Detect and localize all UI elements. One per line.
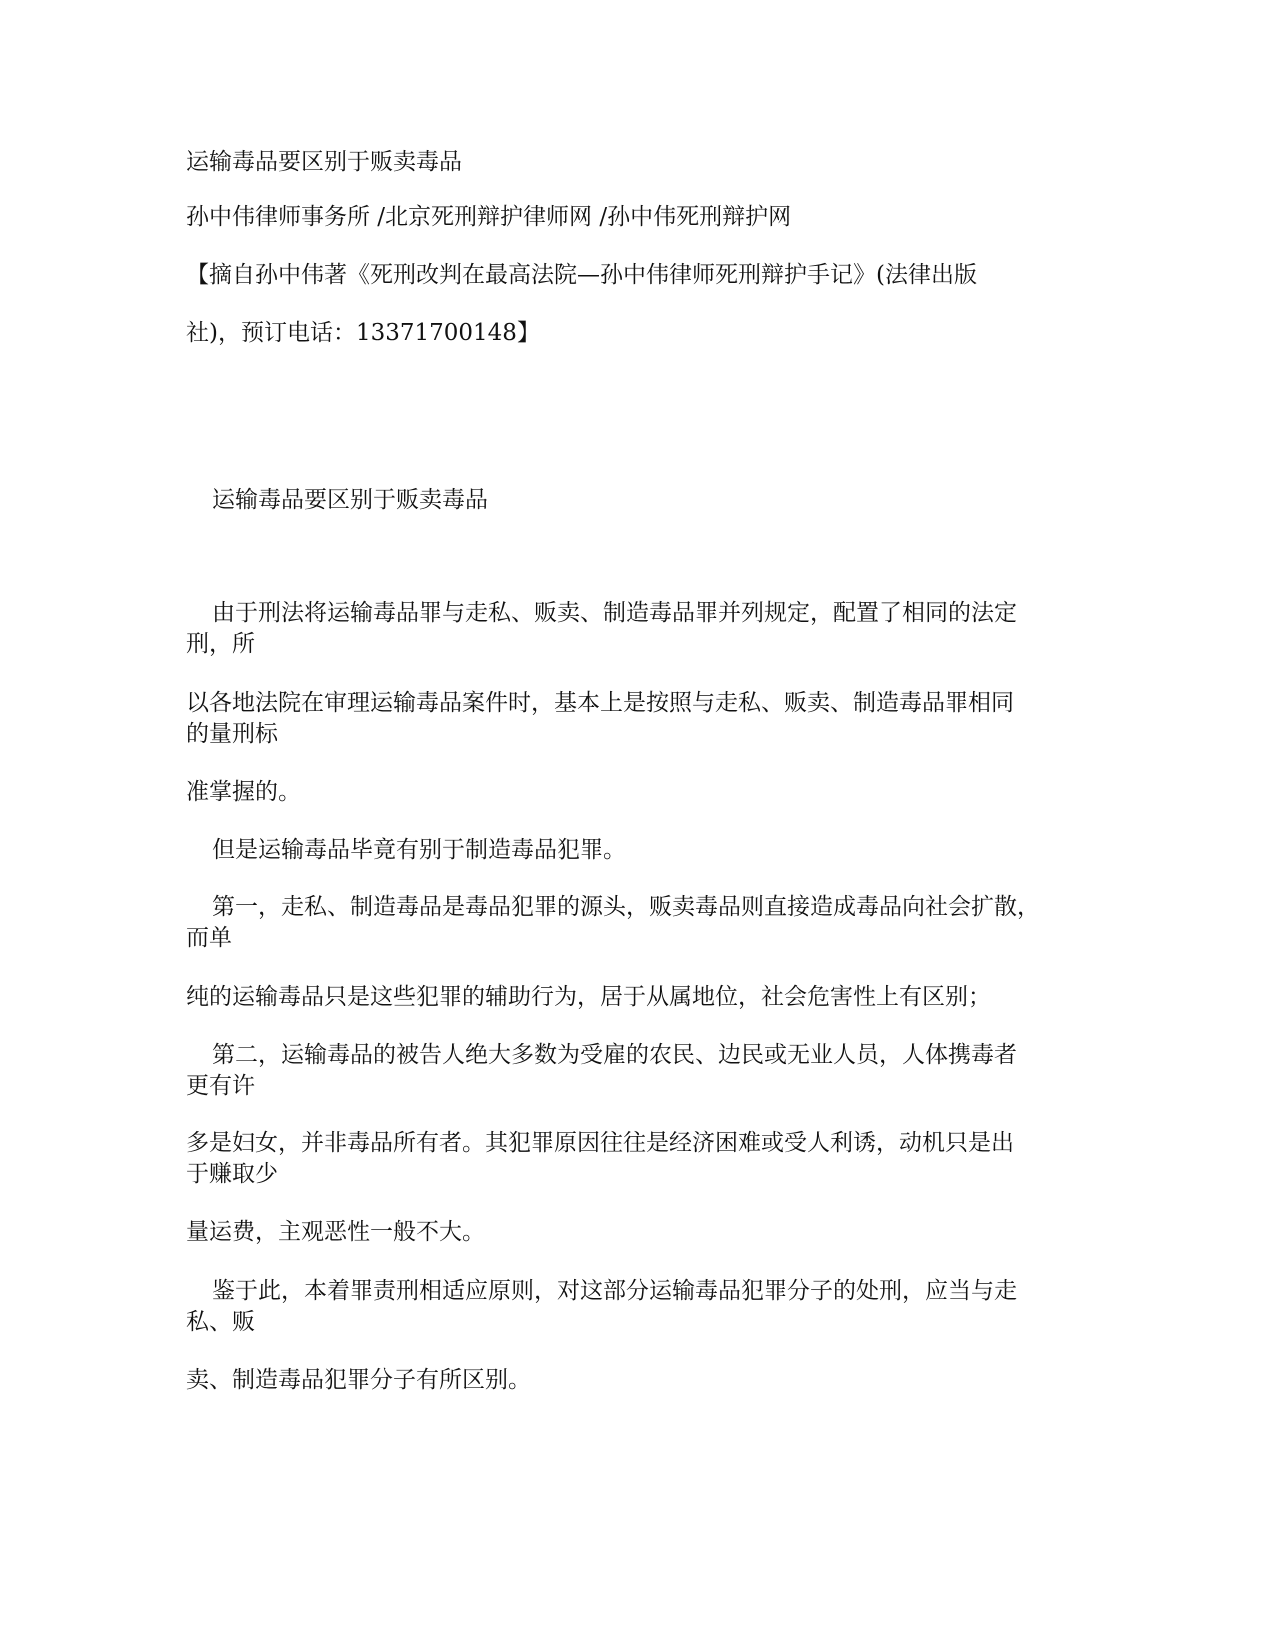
excerpt-line-1: 【摘自孙中伟著《死刑改判在最高法院—孙中伟律师死刑辩护手记》(法律出版 [186,262,977,288]
paragraph-line: 于赚取少 [186,1161,278,1187]
paragraph-line: 量运费，主观恶性一般不大。 [186,1219,485,1245]
paragraph-line: 由于刑法将运输毒品罪与走私、贩卖、制造毒品罪并列规定，配置了相同的法定 [212,600,1017,626]
paragraph-line: 鉴于此，本着罪责刑相适应原则，对这部分运输毒品犯罪分子的处刑，应当与走 [212,1278,1017,1304]
excerpt-line-2: 社)，预订电话：13371700148】 [186,320,540,346]
paragraph-line: 第二，运输毒品的被告人绝大多数为受雇的农民、边民或无业人员，人体携毒者 [212,1042,1017,1068]
document-title: 运输毒品要区别于贩卖毒品 [186,149,462,175]
paragraph-line: 私、贩 [186,1309,255,1335]
paragraph-line: 而单 [186,925,232,951]
paragraph-line: 的量刑标 [186,721,278,747]
paragraph-line: 以各地法院在审理运输毒品案件时，基本上是按照与走私、贩卖、制造毒品罪相同 [186,690,1014,716]
paragraph-line: 卖、制造毒品犯罪分子有所区别。 [186,1367,531,1393]
paragraph-line: 第一，走私、制造毒品是毒品犯罪的源头，贩卖毒品则直接造成毒品向社会扩散， [212,894,1040,920]
paragraph-line: 更有许 [186,1073,255,1099]
paragraph-line: 多是妇女，并非毒品所有者。其犯罪原因往往是经济困难或受人利诱，动机只是出 [186,1130,1014,1156]
paragraph-line: 但是运输毒品毕竟有别于制造毒品犯罪。 [212,837,626,863]
source-line: 孙中伟律师事务所 /北京死刑辩护律师网 /孙中伟死刑辩护网 [186,204,792,230]
body-title: 运输毒品要区别于贩卖毒品 [212,487,488,513]
paragraph-line: 纯的运输毒品只是这些犯罪的辅助行为，居于从属地位，社会危害性上有区别； [186,984,991,1010]
paragraph-line: 准掌握的。 [186,779,301,805]
paragraph-line: 刑，所 [186,631,255,657]
